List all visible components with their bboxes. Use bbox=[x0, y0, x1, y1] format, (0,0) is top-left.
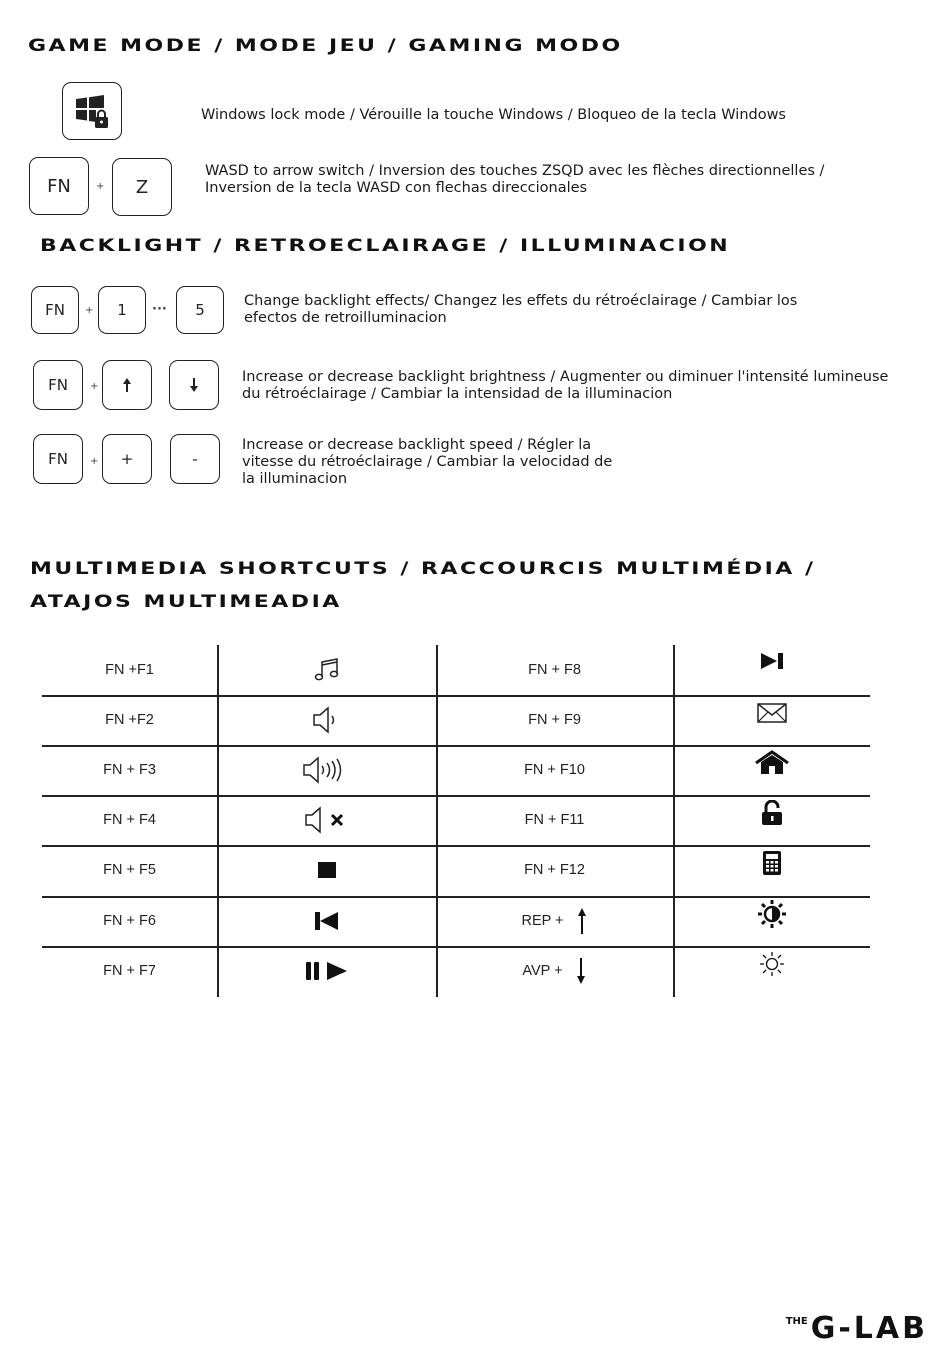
fn-key: FN bbox=[29, 157, 89, 215]
shortcut-combo: FN + F12 bbox=[524, 862, 585, 878]
table-row bbox=[42, 896, 870, 946]
mail-icon bbox=[757, 703, 787, 723]
table-row bbox=[42, 795, 870, 845]
arrow-up-icon bbox=[576, 907, 588, 935]
arrow-down-icon bbox=[575, 957, 587, 985]
shortcut-combo: FN +F1 bbox=[105, 662, 154, 678]
plus-sign: + bbox=[96, 181, 105, 192]
table-row bbox=[42, 845, 870, 895]
multimedia-heading: MULTIMEDIA SHORTCUTS / RACCOURCIS MULTIMÉDIA / bbox=[30, 559, 816, 579]
table-row bbox=[42, 645, 870, 695]
speed-description: Increase or decrease backlight speed / Régler la vitesse du rétroéclairage / Cambiar la velocidad de la illuminacion bbox=[242, 437, 613, 487]
shortcut-combo: FN + F7 bbox=[103, 963, 156, 979]
shortcut-combo: REP + bbox=[521, 913, 564, 929]
mute-icon bbox=[304, 806, 350, 834]
volume-down-icon bbox=[312, 706, 342, 734]
arrow-down-key bbox=[169, 360, 219, 410]
shortcut-combo: FN + F4 bbox=[103, 812, 156, 828]
fn-key: FN bbox=[33, 434, 83, 484]
multimedia-heading-line2: ATAJOS MULTIMEADIA bbox=[30, 592, 342, 612]
backlight-heading: BACKLIGHT / RETROECLAIRAGE / ILLUMINACION bbox=[40, 236, 731, 256]
arrow-up-key bbox=[102, 360, 152, 410]
brightness-description: Increase or decrease backlight brightness / Augmenter ou diminuer l'intensité lumineuse du rétroéclairage / Cambiar la intensidad de la illuminacion bbox=[242, 369, 889, 402]
plus-sign: + bbox=[85, 305, 94, 316]
lock-icon bbox=[761, 800, 783, 826]
table-row bbox=[42, 946, 870, 996]
windows-lock-description: Windows lock mode / Vérouille la touche Windows / Bloqueo de la tecla Windows bbox=[201, 107, 786, 123]
windows-lock-key bbox=[62, 82, 122, 140]
plus-sign: + bbox=[90, 456, 99, 467]
volume-up-icon bbox=[302, 756, 352, 784]
shortcut-combo: FN + F10 bbox=[524, 762, 585, 778]
shortcut-combo: FN + F11 bbox=[524, 812, 585, 828]
g-lab-logo bbox=[785, 1311, 928, 1346]
effects-description: Change backlight effects/ Changez les effets du rétroéclairage / Cambiar los efectos de retroilluminacion bbox=[244, 293, 798, 326]
shortcut-combo: FN + F8 bbox=[528, 662, 581, 678]
play-pause-icon bbox=[305, 961, 349, 981]
calculator-icon bbox=[762, 850, 782, 876]
previous-track-icon bbox=[314, 911, 340, 931]
z-key: Z bbox=[112, 158, 172, 216]
fn-key: FN bbox=[33, 360, 83, 410]
table-row bbox=[42, 695, 870, 745]
logo-brand: G-LAB bbox=[810, 1311, 928, 1346]
shortcut-combo: AVP + bbox=[522, 963, 563, 979]
plus-key: + bbox=[102, 434, 152, 484]
windows-lock-icon bbox=[72, 91, 112, 131]
logo-prefix: THE bbox=[785, 1316, 808, 1327]
brightness-down-icon bbox=[758, 951, 786, 977]
shortcut-combo: FN + F5 bbox=[103, 862, 156, 878]
brightness-up-icon bbox=[755, 899, 789, 929]
minus-key: - bbox=[170, 434, 220, 484]
ellipsis: ··· bbox=[152, 302, 167, 317]
table-row bbox=[42, 745, 870, 795]
wasd-description: WASD to arrow switch / Inversion des touches ZSQD avec les flèches directionnelles / Inversion de la tecla WASD con flechas direccionales bbox=[205, 163, 825, 196]
key-5: 5 bbox=[176, 286, 224, 334]
music-note-icon bbox=[313, 657, 341, 683]
next-track-icon bbox=[759, 652, 785, 670]
arrow-down-icon bbox=[188, 377, 200, 393]
shortcut-combo: FN +F2 bbox=[105, 712, 154, 728]
stop-icon bbox=[317, 861, 337, 879]
shortcut-table bbox=[42, 645, 870, 997]
arrow-up-icon bbox=[121, 377, 133, 393]
shortcut-combo: FN + F9 bbox=[528, 712, 581, 728]
shortcut-combo: FN + F3 bbox=[103, 762, 156, 778]
key-1: 1 bbox=[98, 286, 146, 334]
plus-sign: + bbox=[90, 381, 99, 392]
shortcut-combo: FN + F6 bbox=[103, 913, 156, 929]
game-mode-heading: GAME MODE / MODE JEU / GAMING MODO bbox=[28, 36, 623, 56]
home-icon bbox=[754, 750, 790, 776]
fn-key: FN bbox=[31, 286, 79, 334]
